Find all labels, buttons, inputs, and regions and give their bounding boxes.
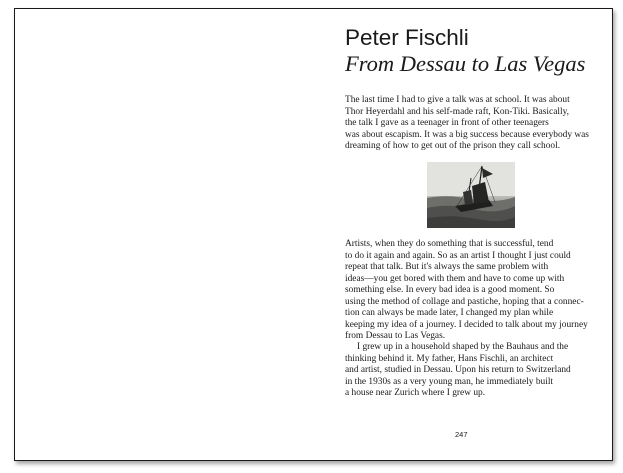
text-line: the talk I gave as a teenager in front of other teenagers — [345, 118, 549, 128]
text-line: using the method of collage and pastiche, hoping that a connec- — [345, 296, 584, 307]
author-name: Peter Fischli — [345, 25, 469, 50]
text-line: Thor Heyerdahl and his self-made raft, Kon-Tiki. Basically, — [345, 106, 569, 117]
book-spread — [14, 8, 613, 461]
body-paragraph-1 — [345, 95, 609, 153]
text-line: dreaming of how to get out of the prison they call school. — [345, 141, 561, 151]
ship-illustration — [427, 162, 515, 228]
article-title: From Dessau to Las Vegas — [345, 51, 586, 76]
text-line: in the 1930s as a very young man, he immediately built — [345, 376, 554, 387]
text-line: ideas—you get bored with them and have to come up with — [345, 273, 565, 284]
text-line: from Dessau to Las Vegas. — [345, 331, 446, 341]
text-line: something else. In every bad idea is a good moment. So — [345, 285, 555, 295]
body-paragraph-2 — [345, 239, 609, 343]
text-line: repeat that talk. But it's always the same problem with — [345, 262, 549, 272]
text-line: to do it again and again. So as an artist I thought I just could — [345, 250, 571, 261]
text-line: and artist, studied in Dessau. Upon his return to Switzerland — [345, 365, 571, 375]
text-line: The last time I had to give a talk was at school. It was about — [345, 95, 570, 105]
body-paragraph-3 — [345, 342, 609, 400]
text-line: Artists, when they do something that is successful, tend — [345, 239, 554, 249]
text-line: was about escapism. It was a big success because everybody was — [345, 129, 589, 140]
right-page — [345, 9, 607, 460]
page-number: 247 — [455, 430, 468, 439]
text-line: I grew up in a household shaped by the Bauhaus and the — [357, 342, 569, 352]
text-line: thinking behind it. My father, Hans Fischli, an architect — [345, 353, 554, 364]
text-line: keeping my idea of a journey. I decided to talk about my journey — [345, 319, 588, 330]
ship-photo — [427, 162, 515, 228]
text-line: a house near Zurich where I grew up. — [345, 388, 486, 398]
left-page-blank — [15, 9, 315, 460]
text-line: tion can always be made later, I changed my plan while — [345, 308, 554, 318]
